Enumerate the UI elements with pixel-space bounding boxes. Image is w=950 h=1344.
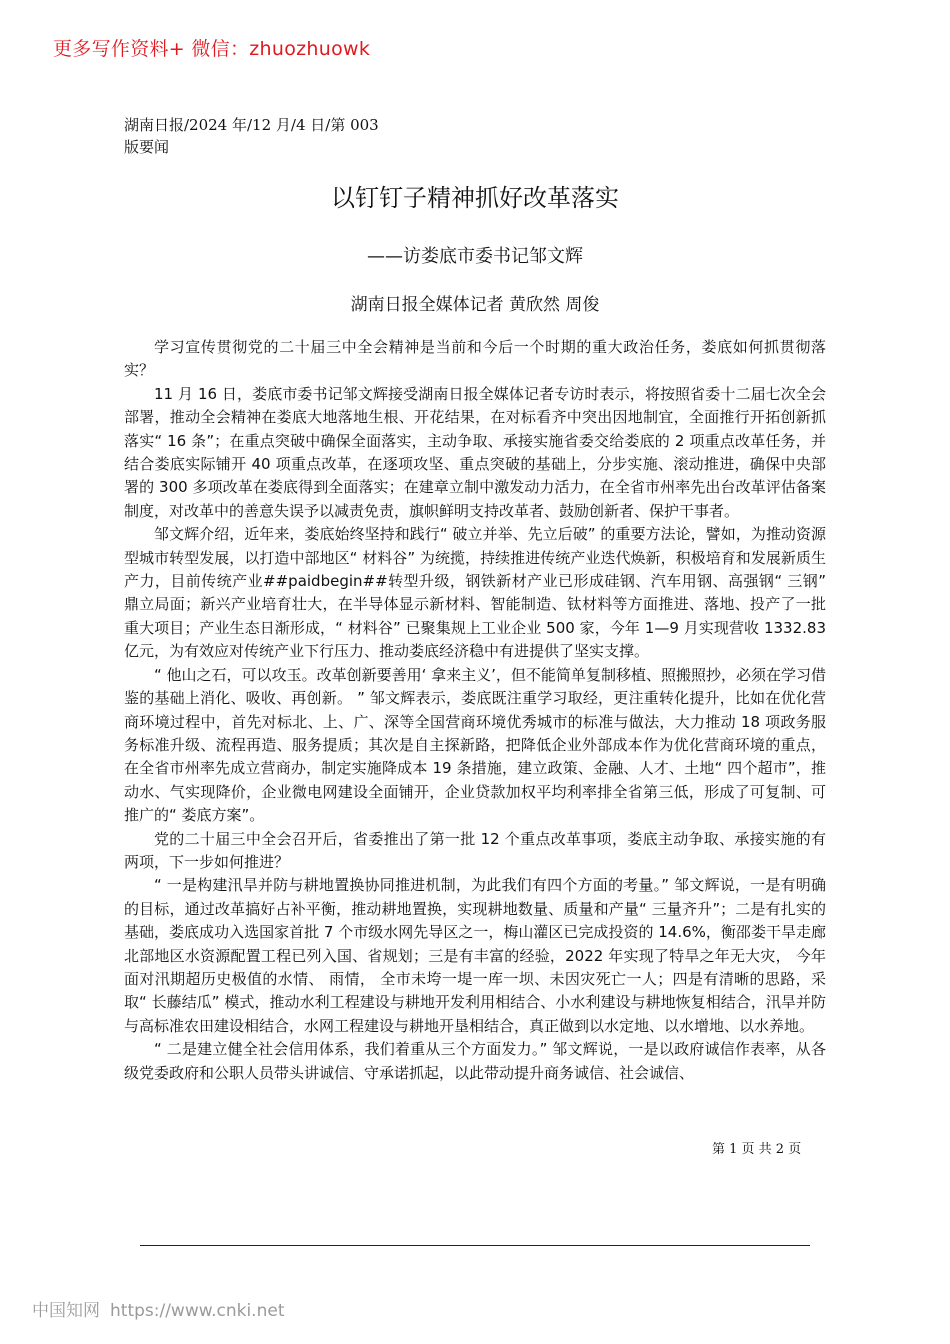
page-number: 第 1 页 共 2 页 (712, 1142, 802, 1157)
source-info (124, 114, 379, 158)
paragraph: 学习宣传贯彻党的二十届三中全会精神是当前和今后一个时期的重大政治任务，娄底如何抓贯彻落实？ (124, 338, 826, 380)
paragraph: “ 二是建立健全社会信用体系，我们着重从三个方面发力。” 邹文辉说，一是以政府诚信作表率，从各级党委政府和公职人员带头讲诚信、守承诺抓起，以此带动提升商务诚信、社会诚信、 (124, 1040, 826, 1082)
source-line-1: 湖南日报/2024 年/12 月/4 日/第 003 (124, 116, 379, 134)
article-subtitle: ——访娄底市委书记邹文辉 (367, 246, 583, 267)
promo-banner: 更多写作资料+ 微信：zhuozhuowk (53, 38, 371, 60)
paragraph: “ 他山之石，可以攻玉。改革创新要善用‘ 拿来主义’，但不能简单复制移植、照搬照抄，必须在学习借鉴的基础上消化、吸收、再创新。 ” 邹文辉表示，娄底既注重学习取经，更注重转化提升，比如在优化营商环境过程中，首先对标北、上、广、深等全国营商环境优秀城市的标准与做法，大力推动 18 项政务服务标准升级、流程再造、服务提质；其次是自主探新路，把降低企业外部成本作为优化营商环境的重点，在全省市州率先成立营商办，制定实施降成本 19 条措施，建立政策、金融、人才、土地“ 四个超市”，推动水、气实现降价，企业微电网建设全面铺开，企业贷款加权平均利率排全省第三低，形成了可复制、可推广的“ 娄底方案”。 (124, 665, 826, 825)
paragraph: 党的二十届三中全会召开后，省委推出了第一批 12 个重点改革事项，娄底主动争取、承接实施的有两项，下一步如何推进？ (124, 829, 826, 871)
source-line-2: 版要闻 (124, 138, 170, 156)
paragraph: 邹文辉介绍，近年来，娄底始终坚持和践行“ 破立并举、先立后破” 的重要方法论，譬如，为推动资源型城市转型发展，以打造中部地区“ 材料谷” 为统揽，持续推进传统产业迭代焕新，积极培育和发展新质生产力，目前传统产业##paidbegin##转型升级，钢铁新材产业已形成硅钢、汽车用钢、高强钢“ 三钢” 鼎立局面；新兴产业培育壮大，在半导体显示新材料、智能制造、钛材料等方面推进、落地、投产了一批重大项目；产业生态日渐形成，“ 材料谷” 已聚集规上工业企业 500 家，今年 1—9 月实现营收 1332.83 亿元，为有效应对传统产业下行压力、推动娄底经济稳中有进提供了坚实支撑。 (124, 525, 826, 661)
article-byline: 湖南日报全媒体记者 黄欣然 周俊 (350, 295, 600, 315)
paragraph: 11 月 16 日，娄底市委书记邹文辉接受湖南日报全媒体记者专访时表示，将按照省委十二届七次全会部署，推动全会精神在娄底大地落地生根、开花结果，在对标看齐中突出因地制宜，全面推行开拓创新抓落实“ 16 条”；在重点突破中确保全面落实，主动争取、承接实施省委交给娄底的 2 项重点改革任务，并结合娄底实际铺开 40 项重点改革，在逐项攻坚、重点突破的基础上，分步实施、滚动推进，确保中央部署的 300 多项改革在娄底得到全面落实；在建章立制中激发动力活力，在全省市州率先出台改革评估备案制度，对改革中的善意失误予以减责免责，旗帜鲜明支持改革者、鼓励创新者、保护干事者。 (124, 384, 826, 520)
article-body (124, 336, 826, 1085)
footer-divider (140, 1245, 810, 1246)
article-title: 以钉钉子精神抓好改革落实 (331, 184, 619, 212)
watermark-brand: 中国知网 (32, 1301, 100, 1321)
watermark-url: https://www.cnki.net (110, 1301, 285, 1321)
watermark (32, 1296, 284, 1321)
paragraph: “ 一是构建汛旱并防与耕地置换协同推进机制，为此我们有四个方面的考量。” 邹文辉说，一是有明确的目标，通过改革搞好占补平衡，推动耕地置换，实现耕地数量、质量和产量“ 三量齐升”；二是有扎实的基础，娄底成功入选国家首批 7 个市级水网先导区之一，梅山灌区已完成投资的 14.6%，衡邵娄干旱走廊北部地区水资源配置工程已列入国、省规划；三是有丰富的经验，2022 年实现了特旱之年无大灾， 今年面对汛期超历史极值的水情、 雨情， 全市未垮一堤一库一坝、未因灾死亡一人；四是有清晰的思路，采取“ 长藤结瓜” 模式，推动水利工程建设与耕地开发利用相结合、小水利建设与耕地恢复相结合，汛旱并防与高标准农田建设相结合，水网工程建设与耕地开垦相结合，真正做到以水定地、以水增地、以水养地。 (124, 876, 826, 1035)
